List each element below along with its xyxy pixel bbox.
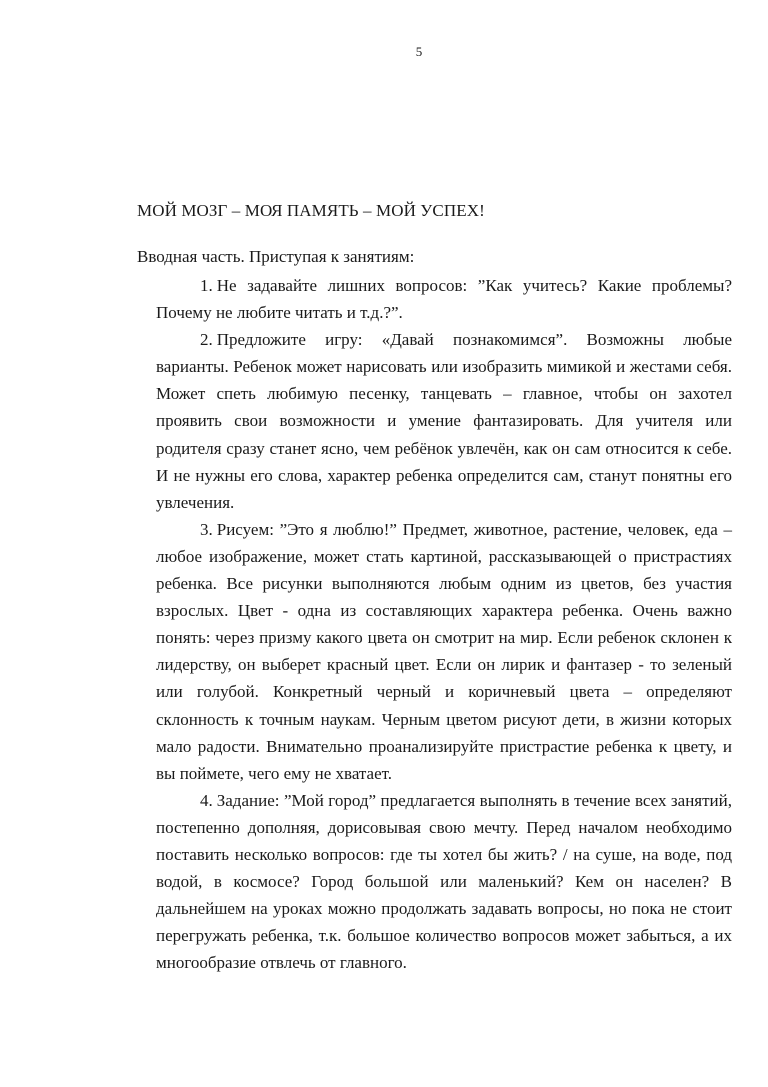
list-item [156, 516, 732, 787]
list-item [156, 272, 732, 326]
page-number: 5 [415, 44, 423, 59]
document-title: МОЙ МОЗГ – МОЯ ПАМЯТЬ – МОЙ УСПЕХ! [137, 201, 485, 220]
list-item-text: Задание: ”Мой город” предлагается выполнять в течение всех занятий, постепенно дополняя, дорисовывая свою мечту. Перед началом необходимо поставить несколько вопросов: где ты хотел бы жить? / на суше, на воде, под водой, в космосе? Город большой или маленький? Кем он населен? В дальнейшем на уроках можно продолжать задавать вопросы, но пока не стоит перегружать ребенка, т.к. большое количество вопросов может забыться, а их многообразие отвлечь от главного. [156, 790, 732, 973]
list-item-number: 2. [200, 330, 213, 350]
list-item [156, 787, 732, 977]
numbered-list [156, 272, 732, 976]
list-item-text: Не задавайте лишних вопросов: ”Как учитесь? Какие проблемы? Почему не любите читать и т.д.?”. [156, 276, 732, 323]
intro-line: Вводная часть. Приступая к занятиям: [137, 247, 415, 266]
list-item-number: 1. [200, 276, 213, 295]
list-item-number: 3. [200, 519, 213, 539]
list-item-text: Предложите игру: «Давай познакомимся”. Возможны любые варианты. Ребенок может нарисовать или изобразить мимикой и жестами себя. Может спеть любимую песенку, танцевать – главное, чтобы он захотел проявить свои возможности и умение фантазировать. Для учителя или родителя сразу станет ясно, чем ребёнок увлечён, как он сам относится к себе. И не нужны его слова, характер ребенка определится сам, станут понятны его увлечения. [156, 330, 732, 512]
list-item [156, 326, 732, 516]
list-item-text: Рисуем: ”Это я люблю!” Предмет, животное, растение, человек, еда – любое изображение, может стать картиной, рассказывающей о пристрастиях ребенка. Все рисунки выполняются любым одним из цветов, без участия взрослых. Цвет - одна из составляющих характера ребенка. Очень важно понять: через призму какого цвета он смотрит на мир. Если ребенок склонен к лидерству, он выберет красный цвет. Если он лирик и фантазер - то зеленый или голубой. Конкретный черный и коричневый цвета – определяют склонность к точным наукам. Черным цветом рисуют дети, в жизни которых мало радости. Внимательно проанализируйте пристрастие ребенка к цвету, и вы поймете, чего ему не хватает. [156, 519, 732, 783]
list-item-number: 4. [200, 790, 213, 810]
